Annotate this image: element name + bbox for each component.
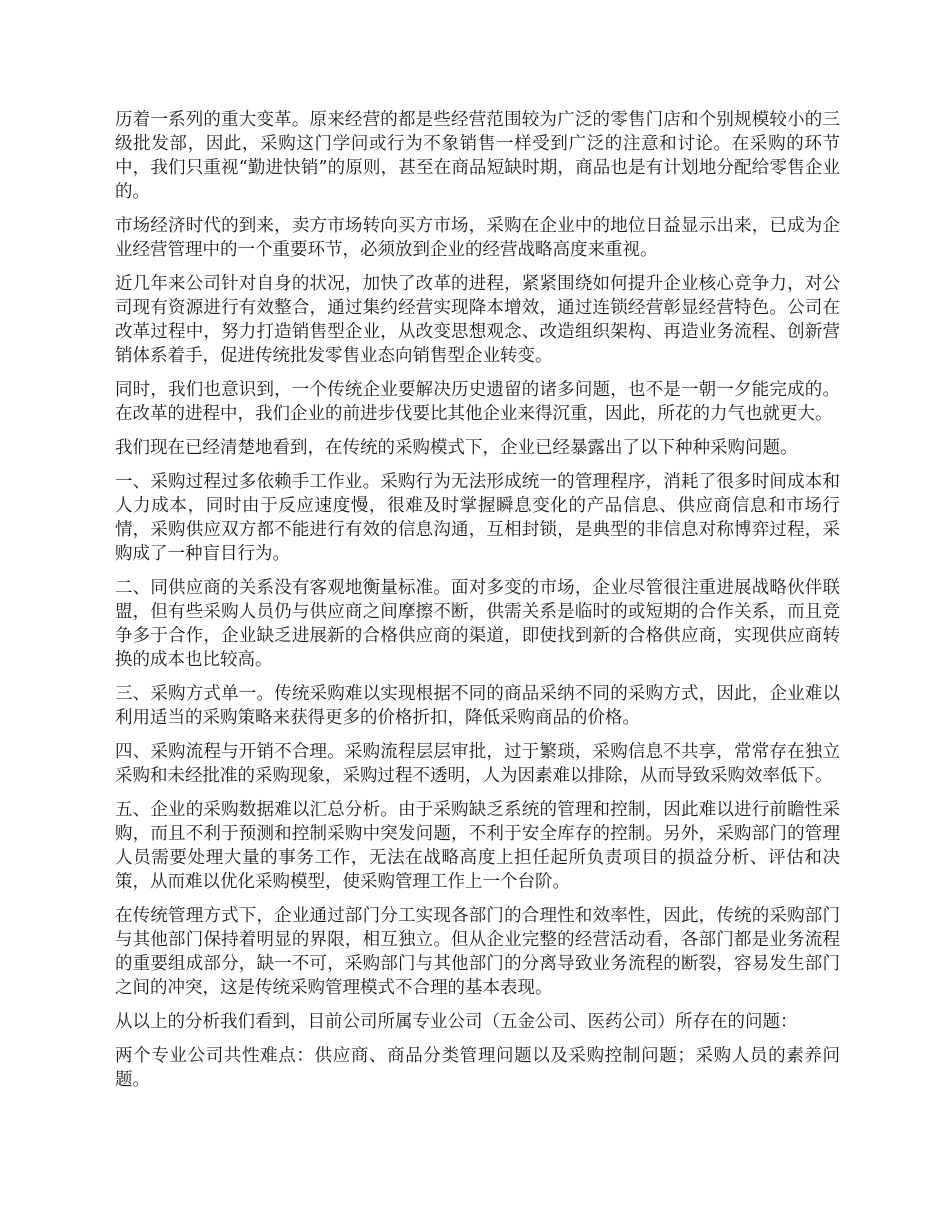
paragraph-7: 二、同供应商的关系没有客观地衡量标准。面对多变的市场，企业尽管很注重进展战略伙伴联盟，但有些采购人员仍与供应商之间摩擦不断，供需关系是临时的或短期的合作关系，而且竞争多于合作，企业缺乏进展新的合格供应商的渠道，即使找到新的合格供应商，实现供应商转换的成本也比较高。: [115, 578, 840, 670]
paragraph-10: 五、企业的采购数据难以汇总分析。由于采购缺乏系统的管理和控制，因此难以进行前瞻性采购，而且不利于预测和控制采购中突发问题，不利于安全库存的控制。另外，采购部门的管理人员需要处理大量的事务工作，无法在战略高度上担任起所负责项目的损益分析、评估和决策，从而难以优化采购模型，使采购管理工作上一个台阶。: [115, 800, 840, 892]
paragraph-5: 我们现在已经清楚地看到，在传统的采购模式下，企业已经暴露出了以下种种采购问题。: [115, 438, 798, 458]
paragraph-6: 一、采购过程过多依赖手工作业。采购行为无法形成统一的管理程序，消耗了很多时间成本和人力成本，同时由于反应速度慢，很难及时掌握瞬息变化的产品信息、供应商信息和市场行情，采购供应双方都不能进行有效的信息沟通，互相封锁，是典型的非信息对称博弈过程，采购成了一种盲目行为。: [115, 472, 840, 564]
paragraph-8: 三、采购方式单一。传统采购难以实现根据不同的商品采纳不同的采购方式，因此，企业难以利用适当的采购策略来获得更多的价格折扣，降低采购商品的价格。: [115, 684, 840, 728]
document-body: [115, 108, 840, 1102]
paragraph-12: 从以上的分析我们看到，目前公司所属专业公司（五金公司、医药公司）所存在的问题：: [115, 1012, 798, 1032]
paragraph-2: 市场经济时代的到来，卖方市场转向买方市场，采购在企业中的地位日益显示出来，已成为企业经营管理中的一个重要环节，必须放到企业的经营战略高度来重视。: [115, 216, 840, 260]
paragraph-9: 四、采购流程与开销不合理。采购流程层层审批，过于繁琐，采购信息不共享，常常存在独立采购和未经批准的采购现象，采购过程不透明，人为因素难以排除，从而导致采购效率低下。: [115, 742, 840, 786]
paragraph-1: 历着一系列的重大变革。原来经营的都是些经营范围较为广泛的零售门店和个别规模较小的三级批发部，因此，采购这门学问或行为不象销售一样受到广泛的注意和讨论。在采购的环节中，我们只重视“勤进快销”的原则，甚至在商品短缺时期，商品也是有计划地分配给零售企业的。: [115, 110, 840, 202]
paragraph-11: 在传统管理方式下，企业通过部门分工实现各部门的合理性和效率性，因此，传统的采购部门与其他部门保持着明显的界限，相互独立。但从企业完整的经营活动看，各部门都是业务流程的重要组成部分，缺一不可，采购部门与其他部门的分离导致业务流程的断裂，容易发生部门之间的冲突，这是传统采购管理模式不合理的基本表现。: [115, 906, 840, 998]
paragraph-4: 同时，我们也意识到，一个传统企业要解决历史遗留的诸多问题，也不是一朝一夕能完成的。在改革的进程中，我们企业的前进步伐要比其他企业来得沉重，因此，所花的力气也就更大。: [115, 380, 840, 424]
paragraph-3: 近几年来公司针对自身的状况，加快了改革的进程，紧紧围绕如何提升企业核心竞争力，对公司现有资源进行有效整合，通过集约经营实现降本增效，通过连锁经营彰显经营特色。公司在改革过程中，努力打造销售型企业，从改变思想观念、改造组织架构、再造业务流程、创新营销体系着手，促进传统批发零售业态向销售型企业转变。: [115, 274, 840, 366]
paragraph-13: 两个专业公司共性难点：供应商、商品分类管理问题以及采购控制问题；采购人员的素养问题。: [115, 1046, 840, 1090]
